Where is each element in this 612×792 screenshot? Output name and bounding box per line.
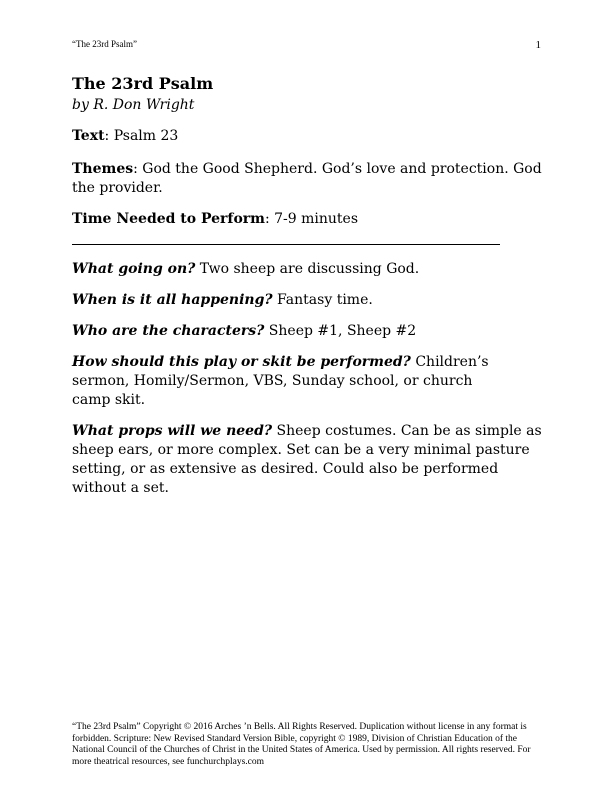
text-value: : Psalm 23	[104, 128, 179, 144]
question-answer: Two sheep are discussing God.	[195, 261, 420, 277]
divider-rule	[72, 244, 500, 245]
question-answer: Children’s sermon, Homily/Sermon, VBS, Sunday school, or church camp skit.	[72, 354, 489, 408]
question-item	[72, 322, 544, 341]
question-answer: Fantasy time.	[272, 292, 373, 308]
play-byline: by R. Don Wright	[72, 97, 195, 113]
time-value: : 7-9 minutes	[264, 211, 359, 227]
themes-label: Themes	[72, 161, 134, 177]
question-item	[72, 353, 512, 410]
running-header: “The 23rd Psalm”	[72, 39, 137, 49]
question-answer: Sheep #1, Sheep #2	[264, 323, 417, 339]
text-label: Text	[72, 128, 105, 144]
page-number: 1	[535, 39, 541, 51]
question-item	[72, 291, 544, 310]
question-label: What going on?	[72, 261, 196, 277]
themes-value: : God the Good Shepherd. God’s love and protection. God the provider.	[72, 161, 542, 196]
question-label: What props will we need?	[72, 423, 273, 439]
time-line	[72, 210, 544, 229]
question-label: How should this play or skit be performed?	[72, 354, 411, 370]
question-item	[72, 422, 542, 498]
question-label: When is it all happening?	[72, 292, 273, 308]
main-content	[72, 74, 544, 498]
question-label: Who are the characters?	[72, 323, 265, 339]
play-title: The 23rd Psalm	[72, 74, 214, 93]
question-answer: Sheep costumes. Can be as simple as sheep ears, or more complex. Set can be a very minimal pasture setting, or as extensive as desired. Could also be performed without a set.	[72, 423, 542, 496]
themes-line	[72, 160, 542, 198]
copyright-footer: “The 23rd Psalm” Copyright © 2016 Arches ’n Bells. All Rights Reserved. Duplication without license in any format is forbidden. Scripture: New Revised Standard Version Bible, copyright © 1989, Division of Christian Education of the National Council of the Churches of Christ in the United States of America. Used by permission. All rights reserved. For more theatrical resources, see funchurchplays.com	[72, 722, 531, 767]
question-item	[72, 260, 544, 279]
text-line	[72, 127, 544, 146]
time-label: Time Needed to Perform	[72, 211, 265, 227]
